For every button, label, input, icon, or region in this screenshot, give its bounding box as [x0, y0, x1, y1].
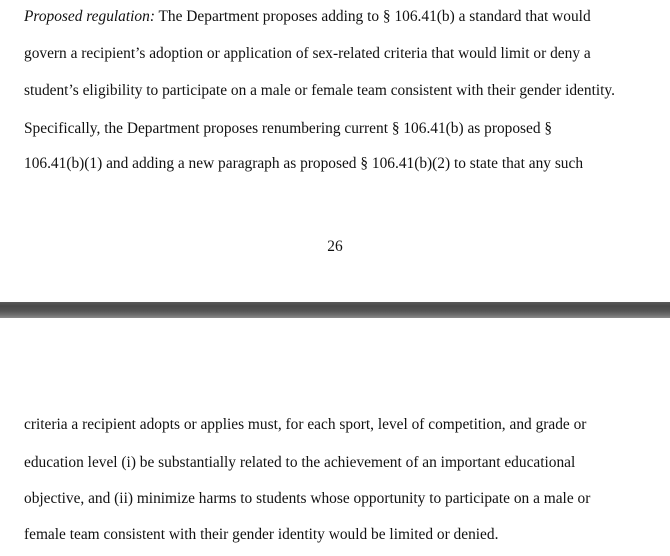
- text-line: criteria a recipient adopts or applies must, for each sport, level of competition, and grade or: [24, 416, 587, 433]
- text-line: Specifically, the Department proposes renumbering current § 106.41(b) as proposed §: [24, 120, 553, 137]
- page-break-divider: [0, 302, 670, 318]
- text-line: govern a recipient’s adoption or application of sex-related criteria that would limit or deny a: [24, 45, 591, 62]
- text-line: female team consistent with their gender identity would be limited or denied.: [24, 526, 499, 543]
- text-line: objective, and (ii) minimize harms to students whose opportunity to participate on a male or: [24, 490, 591, 507]
- text-line: 106.41(b)(1) and adding a new paragraph as proposed § 106.41(b)(2) to state that any such: [24, 155, 584, 172]
- text-line-content: The Department proposes adding to § 106.41(b) a standard that would: [154, 8, 591, 25]
- text-line: education level (i) be substantially related to the achievement of an important educational: [24, 454, 576, 471]
- document-page-bottom: [0, 318, 670, 556]
- page-number: 26: [327, 238, 343, 255]
- text-line: student’s eligibility to participate on a male or female team consistent with their gender identity.: [24, 82, 615, 99]
- text-line: [24, 8, 591, 26]
- section-lead-label: Proposed regulation:: [24, 8, 155, 25]
